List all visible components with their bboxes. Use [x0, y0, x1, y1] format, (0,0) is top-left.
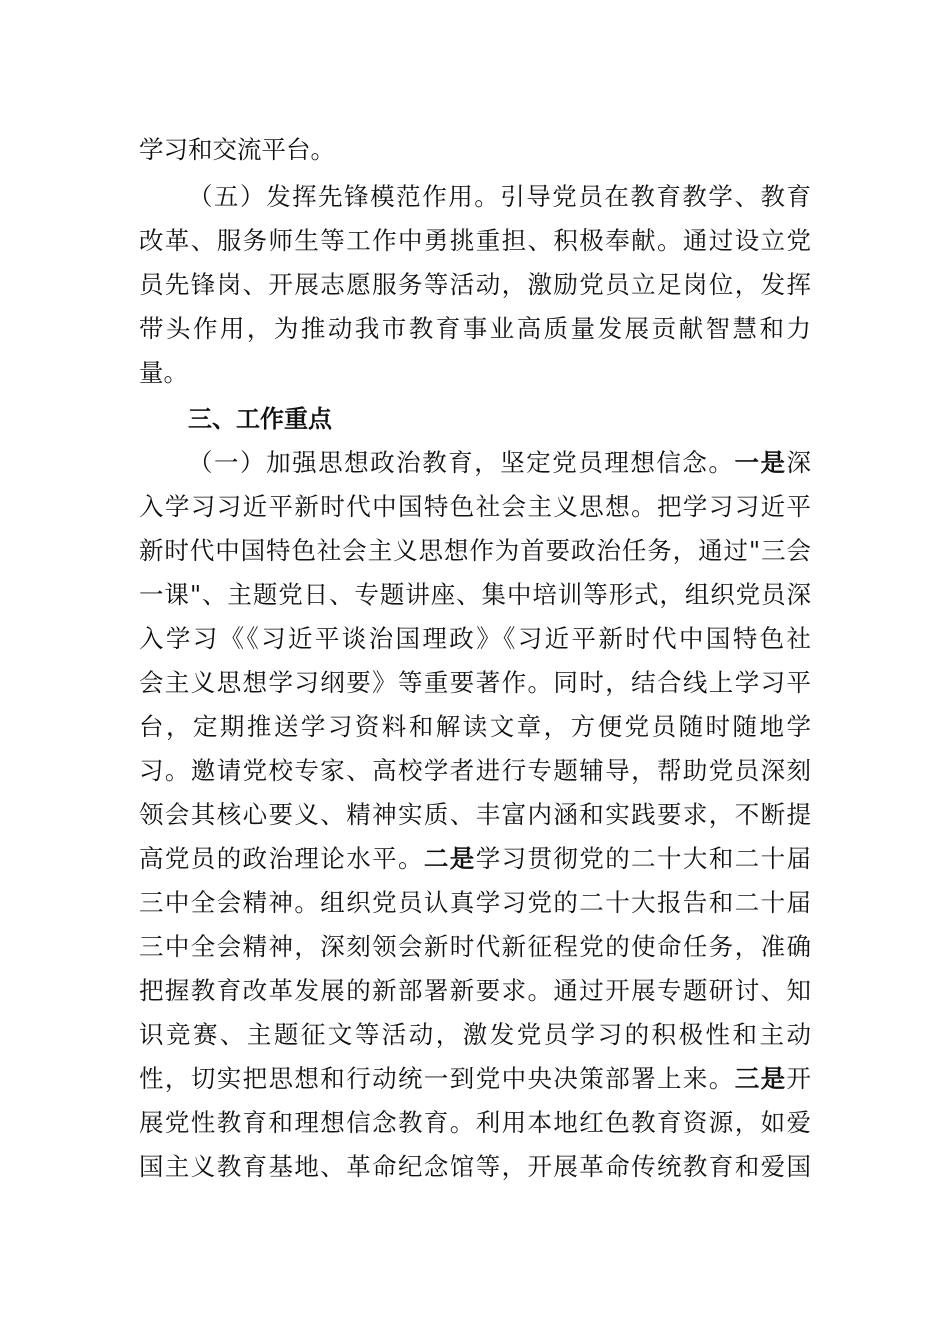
paragraph-line: 识竞赛、主题征文等活动，激发党员学习的积极性和主动 — [139, 1020, 811, 1049]
paragraph-line: 员先锋岗、开展志愿服务等活动，激励党员立足岗位，发挥 — [139, 270, 811, 299]
paragraph-text: 性，切实把思想和行动统一到党中央决策部署上来。 — [139, 1064, 735, 1093]
paragraph-line: 展党性教育和理想信念教育。利用本地红色教育资源，如爱 — [139, 1108, 811, 1137]
paragraph-line — [139, 839, 811, 879]
paragraph-line — [139, 1059, 811, 1099]
paragraph-line: 领会其核心要义、精神实质、丰富内涵和实践要求，不断提 — [139, 800, 811, 829]
paragraph-text: 深 — [786, 448, 811, 477]
paragraph-line: （五）发挥先锋模范作用。引导党员在教育教学、教育 — [188, 182, 811, 211]
paragraph-line: 一课"、主题党日、专题讲座、集中培训等形式，组织党员深 — [139, 580, 811, 609]
section-heading: 三、工作重点 — [188, 405, 332, 433]
emphasis-text: 一是 — [734, 448, 787, 477]
emphasis-text: 三是 — [734, 1064, 787, 1093]
paragraph-line: 入学习习近平新时代中国特色社会主义思想。把学习习近平 — [139, 492, 811, 521]
paragraph-line: 入学习《《习近平谈治国理政》《习近平新时代中国特色社 — [139, 624, 811, 653]
paragraph-text: （一）加强思想政治教育，坚定党员理想信念。 — [188, 448, 735, 477]
paragraph-line: 把握教育改革发展的新部署新要求。通过开展专题研讨、知 — [139, 976, 811, 1005]
paragraph-line: 习。邀请党校专家、高校学者进行专题辅导，帮助党员深刻 — [139, 756, 811, 785]
paragraph-line: 新时代中国特色社会主义思想作为首要政治任务，通过"三会 — [139, 536, 811, 565]
paragraph-line: 三中全会精神，深刻领会新时代新征程党的使命任务，准确 — [139, 932, 811, 961]
paragraph-text: 高党员的政治理论水平。 — [139, 844, 424, 873]
paragraph-line: 会主义思想学习纲要》等重要著作。同时，结合线上学习平 — [139, 668, 811, 697]
paragraph-line: 改革、服务师生等工作中勇挑重担、积极奉献。通过设立党 — [139, 226, 811, 255]
paragraph-line: 学习和交流平台。 — [139, 135, 335, 164]
paragraph-line: 国主义教育基地、革命纪念馆等，开展革命传统教育和爱国 — [139, 1152, 811, 1181]
paragraph-line: 三中全会精神。组织党员认真学习党的二十大报告和二十届 — [139, 888, 811, 917]
paragraph-line — [188, 443, 811, 483]
paragraph-line: 台，定期推送学习资料和解读文章，方便党员随时随地学 — [139, 712, 811, 741]
paragraph-text: 学习贯彻党的二十大和二十届 — [475, 844, 811, 873]
paragraph-line: 带头作用，为推动我市教育事业高质量发展贡献智慧和力 — [139, 314, 811, 343]
paragraph-text: 开 — [786, 1064, 811, 1093]
emphasis-text: 二是 — [423, 844, 476, 873]
paragraph-line: 量。 — [139, 358, 188, 387]
